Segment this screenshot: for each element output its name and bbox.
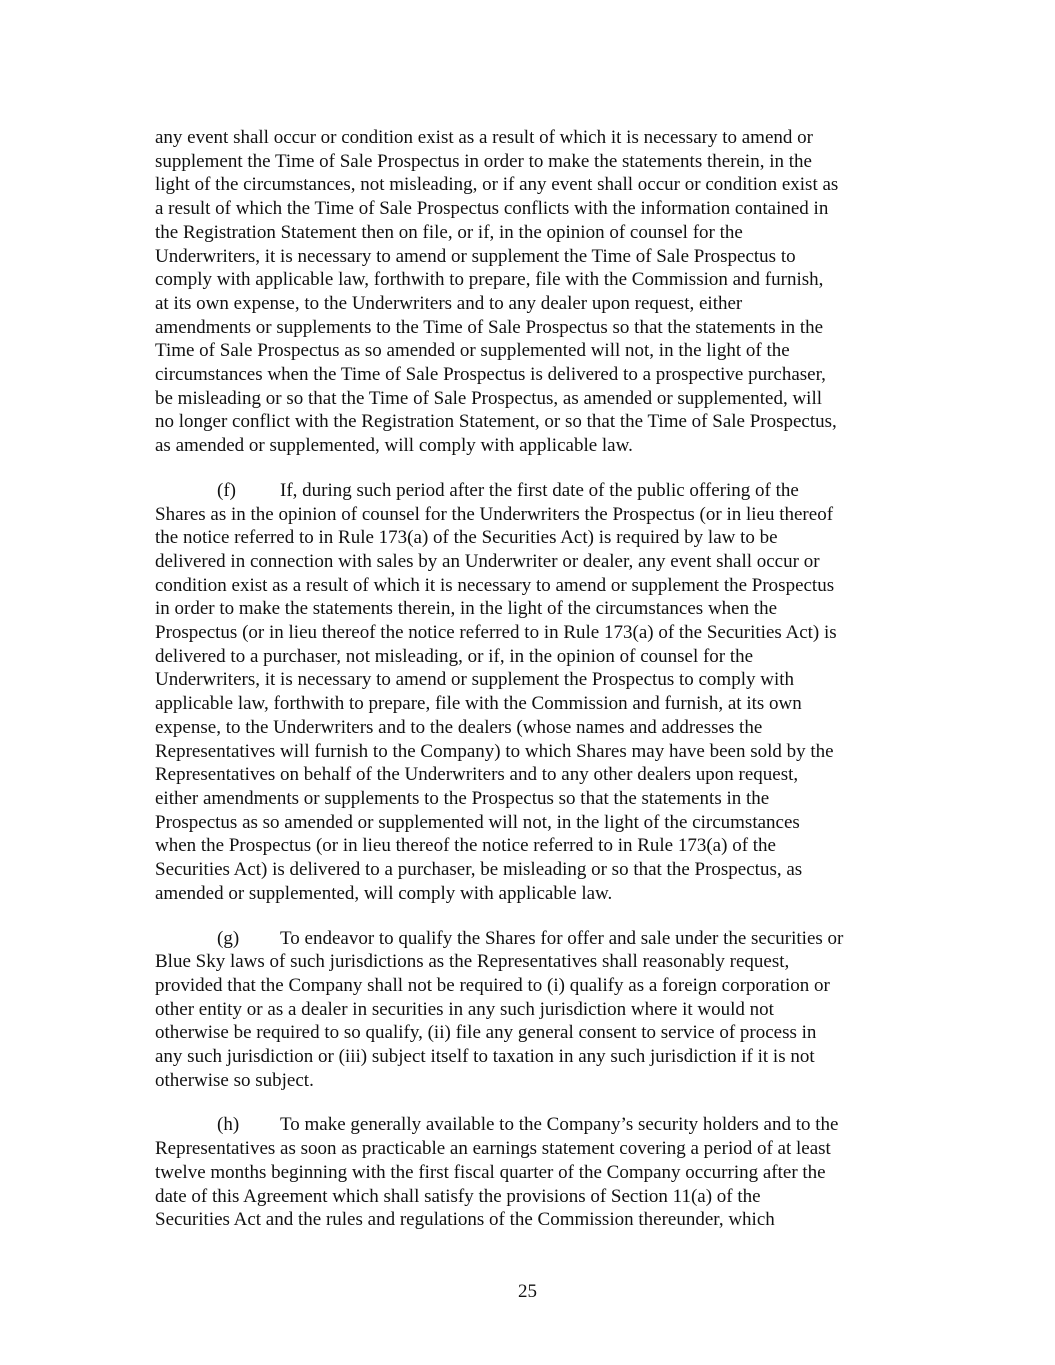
text-line: otherwise so subject. — [155, 1069, 314, 1091]
text-line: otherwise be required to so qualify, (ii) file any general consent to service of process in — [155, 1022, 817, 1044]
clause-paragraph — [155, 1113, 900, 1232]
text-line: amendments or supplements to the Time of Sale Prospectus so that the statements in the — [155, 316, 824, 338]
text-line: at its own expense, to the Underwriters and to any dealer upon request, either — [155, 292, 743, 314]
text-line — [155, 479, 900, 503]
text-line: amended or supplemented, will comply with applicable law. — [155, 882, 613, 904]
text-line: Representatives will furnish to the Company) to which Shares may have been sold by the — [155, 740, 834, 762]
text-line: date of this Agreement which shall satisfy the provisions of Section 11(a) of the — [155, 1185, 761, 1207]
text-line: be misleading or so that the Time of Sale Prospectus, as amended or supplemented, will — [155, 387, 823, 409]
clause-text: To make generally available to the Company’s security holders and to the — [280, 1114, 839, 1136]
text-line: twelve months beginning with the first fiscal quarter of the Company occurring after the — [155, 1161, 826, 1183]
text-line — [155, 927, 900, 951]
clause-paragraph — [155, 927, 900, 1093]
text-line: supplement the Time of Sale Prospectus in order to make the statements therein, in the — [155, 150, 812, 172]
text-line: as amended or supplemented, will comply with applicable law. — [155, 435, 633, 457]
text-line: delivered in connection with sales by an Underwriter or dealer, any event shall occur or — [155, 550, 820, 572]
clause-text: If, during such period after the first date of the public offering of the — [280, 479, 799, 501]
clause-paragraph — [155, 479, 900, 906]
text-line: Representatives as soon as practicable an earnings statement covering a period of at least — [155, 1138, 831, 1160]
text-line: Shares as in the opinion of counsel for the Underwriters the Prospectus (or in lieu thereof — [155, 503, 834, 525]
text-line: Securities Act and the rules and regulations of the Commission thereunder, which — [155, 1209, 775, 1231]
text-line: light of the circumstances, not misleading, or if any event shall occur or condition exist as — [155, 174, 839, 196]
text-line: delivered to a purchaser, not misleading, or if, in the opinion of counsel for the — [155, 645, 754, 667]
text-line: Prospectus as so amended or supplemented will not, in the light of the circumstances — [155, 811, 800, 833]
text-line: applicable law, forthwith to prepare, file with the Commission and furnish, at its own — [155, 693, 802, 715]
continued-paragraph — [155, 126, 900, 458]
text-line: Prospectus (or in lieu thereof the notice referred to in Rule 173(a) of the Securities Act) is — [155, 622, 837, 644]
text-line: Time of Sale Prospectus as so amended or supplemented will not, in the light of the — [155, 340, 790, 362]
clause-marker: (f) — [217, 479, 236, 501]
text-line: when the Prospectus (or in lieu thereof the notice referred to in Rule 173(a) of the — [155, 835, 776, 857]
text-line: no longer conflict with the Registration Statement, or so that the Time of Sale Prospectus, — [155, 411, 837, 433]
clause-text: To endeavor to qualify the Shares for offer and sale under the securities or — [280, 927, 844, 949]
text-line: in order to make the statements therein, in the light of the circumstances when the — [155, 598, 778, 620]
text-line: any event shall occur or condition exist as a result of which it is necessary to amend or — [155, 127, 813, 148]
text-line: condition exist as a result of which it is necessary to amend or supplement the Prospectus — [155, 574, 835, 596]
text-line: the notice referred to in Rule 173(a) of the Securities Act) is required by law to be — [155, 527, 778, 549]
text-line: Underwriters, it is necessary to amend or supplement the Prospectus to comply with — [155, 669, 795, 691]
text-line: comply with applicable law, forthwith to prepare, file with the Commission and furnish, — [155, 269, 824, 291]
document-body — [155, 126, 900, 1253]
text-line: either amendments or supplements to the Prospectus so that the statements in the — [155, 787, 770, 809]
clause-marker: (h) — [217, 1114, 240, 1136]
text-line: the Registration Statement then on file, or if, in the opinion of counsel for the — [155, 221, 743, 243]
text-line: Securities Act) is delivered to a purchaser, be misleading or so that the Prospectus, as — [155, 859, 803, 881]
text-line: other entity or as a dealer in securities in any such jurisdiction where it would not — [155, 998, 774, 1020]
text-line: a result of which the Time of Sale Prospectus conflicts with the information contained in — [155, 198, 829, 220]
text-line: Blue Sky laws of such jurisdictions as the Representatives shall reasonably request, — [155, 951, 790, 973]
text-line: expense, to the Underwriters and to the dealers (whose names and addresses the — [155, 716, 763, 738]
page-number: 25 — [518, 1281, 537, 1302]
text-line — [155, 1113, 900, 1137]
text-line: provided that the Company shall not be required to (i) qualify as a foreign corporation or — [155, 974, 830, 996]
clause-marker: (g) — [217, 927, 240, 949]
text-line: any such jurisdiction or (iii) subject itself to taxation in any such jurisdiction if it is not — [155, 1046, 815, 1068]
text-line: Representatives on behalf of the Underwriters and to any other dealers upon request, — [155, 764, 799, 786]
text-line: Underwriters, it is necessary to amend or supplement the Time of Sale Prospectus to — [155, 245, 796, 267]
text-line: circumstances when the Time of Sale Prospectus is delivered to a prospective purchaser, — [155, 364, 826, 386]
